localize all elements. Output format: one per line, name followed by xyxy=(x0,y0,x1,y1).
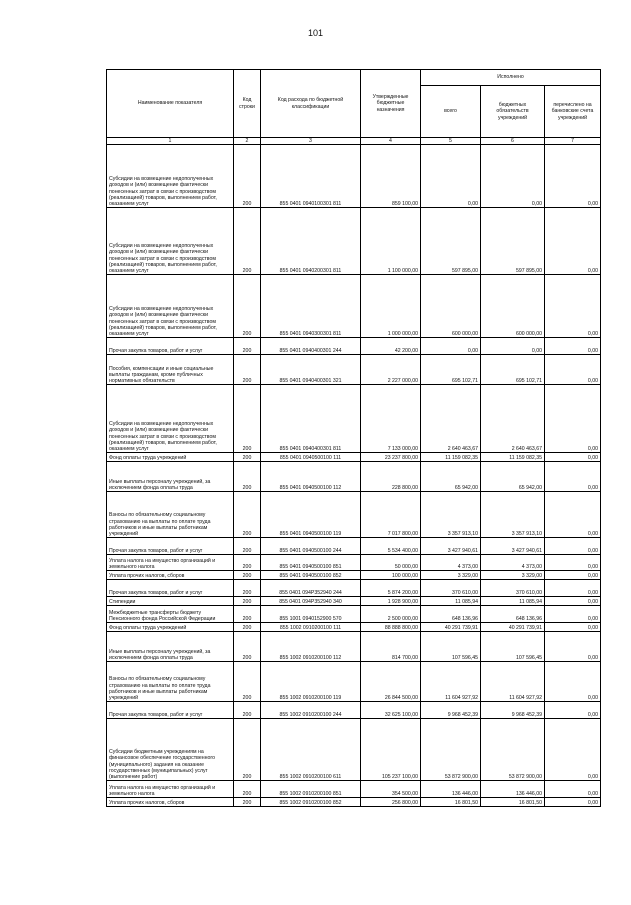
row-executed-total: 53 872 900,00 xyxy=(421,719,481,781)
row-transferred: 0,00 xyxy=(545,275,601,338)
row-executed-total: 9 968 452,39 xyxy=(421,702,481,719)
row-executed-total: 136 446,00 xyxy=(421,781,481,798)
row-executed-obligations: 65 942,00 xyxy=(481,462,545,492)
row-transferred: 0,00 xyxy=(545,702,601,719)
row-approved: 2 227 000,00 xyxy=(361,355,421,385)
row-transferred: 0,00 xyxy=(545,385,601,453)
row-expense-code: 855 1002 0910200100 112 xyxy=(261,632,361,662)
row-executed-obligations: 0,00 xyxy=(481,338,545,355)
row-approved: 23 237 800,00 xyxy=(361,453,421,462)
row-line-code: 200 xyxy=(234,798,261,807)
row-expense-code: 855 1002 0910200100 119 xyxy=(261,662,361,702)
row-line-code: 200 xyxy=(234,555,261,571)
row-executed-total: 597 895,00 xyxy=(421,208,481,275)
row-transferred: 0,00 xyxy=(545,606,601,623)
row-approved: 228 800,00 xyxy=(361,462,421,492)
row-name: Фонд оплаты труда учреждений xyxy=(107,453,234,462)
row-executed-total: 3 357 913,10 xyxy=(421,492,481,538)
page-number: 101 xyxy=(307,28,324,38)
row-transferred: 0,00 xyxy=(545,632,601,662)
table-row xyxy=(107,781,601,798)
row-transferred: 0,00 xyxy=(545,555,601,571)
row-expense-code: 855 0401 0940500100 852 xyxy=(261,571,361,580)
row-line-code: 200 xyxy=(234,538,261,555)
row-executed-total: 2 640 463,67 xyxy=(421,385,481,453)
row-line-code: 200 xyxy=(234,632,261,662)
row-executed-obligations: 11 604 927,92 xyxy=(481,662,545,702)
row-expense-code: 855 0401 0940500100 112 xyxy=(261,462,361,492)
row-transferred: 0,00 xyxy=(545,580,601,597)
row-approved: 2 500 000,00 xyxy=(361,606,421,623)
col-index: 4 xyxy=(361,138,421,145)
row-approved: 1 100 000,00 xyxy=(361,208,421,275)
row-executed-total: 695 102,71 xyxy=(421,355,481,385)
row-executed-total: 16 801,50 xyxy=(421,798,481,807)
row-executed-obligations: 597 895,00 xyxy=(481,208,545,275)
row-name: Субсидии на возмещение недополученных доходов и (или) возмещение фактически понесенных затрат в связи с производством (реализацией) товаров, выполнением работ, оказанием услуг xyxy=(107,275,234,338)
header-name: Наименование показателя xyxy=(107,70,234,138)
row-name: Иные выплаты персоналу учреждений, за исключением фонда оплаты труда xyxy=(107,462,234,492)
table-row xyxy=(107,662,601,702)
row-name: Уплата прочих налогов, сборов xyxy=(107,798,234,807)
row-transferred: 0,00 xyxy=(545,662,601,702)
row-executed-total: 600 000,00 xyxy=(421,275,481,338)
row-expense-code: 855 0401 0940500100 111 xyxy=(261,453,361,462)
row-executed-obligations: 9 968 452,39 xyxy=(481,702,545,719)
row-name: Уплата налога на имущество организаций и земельного налога xyxy=(107,555,234,571)
row-line-code: 200 xyxy=(234,208,261,275)
row-executed-obligations: 107 596,45 xyxy=(481,632,545,662)
table-row xyxy=(107,462,601,492)
row-expense-code: 855 1002 0910200100 244 xyxy=(261,702,361,719)
row-name: Межбюджетные трансферты бюджету Пенсионного фонда Российской Федерации xyxy=(107,606,234,623)
row-line-code: 200 xyxy=(234,385,261,453)
row-line-code: 200 xyxy=(234,702,261,719)
row-name: Субсидии на возмещение недополученных доходов и (или) возмещение фактически понесенных затрат в связи с производством (реализацией) товаров, выполнением работ, оказанием услуг xyxy=(107,145,234,208)
row-executed-obligations: 40 291 739,91 xyxy=(481,623,545,632)
row-executed-total: 4 373,00 xyxy=(421,555,481,571)
row-expense-code: 855 1002 0910200100 851 xyxy=(261,781,361,798)
row-expense-code: 855 1002 0910200100 111 xyxy=(261,623,361,632)
row-approved: 1 000 000,00 xyxy=(361,275,421,338)
row-name: Иные выплаты персоналу учреждений, за исключением фонда оплаты труда xyxy=(107,632,234,662)
row-transferred: 0,00 xyxy=(545,462,601,492)
row-executed-total: 3 329,00 xyxy=(421,571,481,580)
row-executed-total: 370 610,00 xyxy=(421,580,481,597)
row-transferred: 0,00 xyxy=(545,719,601,781)
row-approved: 42 200,00 xyxy=(361,338,421,355)
header-expense-code: Код расхода по бюджетной классификации xyxy=(261,70,361,138)
header-total: всего xyxy=(421,86,481,138)
row-transferred: 0,00 xyxy=(545,208,601,275)
row-line-code: 200 xyxy=(234,597,261,606)
row-name: Уплата прочих налогов, сборов xyxy=(107,571,234,580)
row-name: Взносы по обязательному социальному страхованию на выплаты по оплате труда работников и иные выплаты работникам учреждений xyxy=(107,662,234,702)
row-line-code: 200 xyxy=(234,145,261,208)
row-approved: 354 500,00 xyxy=(361,781,421,798)
row-transferred: 0,00 xyxy=(545,492,601,538)
header-row-code: Код строки xyxy=(234,70,261,138)
row-expense-code: 855 0401 094P352940 340 xyxy=(261,597,361,606)
row-expense-code: 855 0401 0940200301 811 xyxy=(261,208,361,275)
col-index: 5 xyxy=(421,138,481,145)
table-row xyxy=(107,632,601,662)
row-name: Субсидии на возмещение недополученных доходов и (или) возмещение фактически понесенных затрат в связи с производством (реализацией) товаров, выполнением работ, оказанием услуг xyxy=(107,385,234,453)
table-row xyxy=(107,798,601,807)
row-expense-code: 855 1001 0940152900 570 xyxy=(261,606,361,623)
table-row xyxy=(107,492,601,538)
col-index: 2 xyxy=(234,138,261,145)
row-expense-code: 855 0401 0940100301 811 xyxy=(261,145,361,208)
row-expense-code: 855 0401 0940400301 811 xyxy=(261,385,361,453)
table-row xyxy=(107,555,601,571)
row-line-code: 200 xyxy=(234,623,261,632)
row-approved: 50 000,00 xyxy=(361,555,421,571)
row-transferred: 0,00 xyxy=(545,338,601,355)
row-executed-obligations: 370 610,00 xyxy=(481,580,545,597)
header-executed: Исполнено xyxy=(421,70,601,86)
row-executed-obligations: 4 373,00 xyxy=(481,555,545,571)
table-row xyxy=(107,208,601,275)
table-row xyxy=(107,385,601,453)
row-line-code: 200 xyxy=(234,580,261,597)
row-transferred: 0,00 xyxy=(545,623,601,632)
row-executed-total: 0,00 xyxy=(421,145,481,208)
row-line-code: 200 xyxy=(234,781,261,798)
row-approved: 105 237 100,00 xyxy=(361,719,421,781)
row-line-code: 200 xyxy=(234,662,261,702)
col-index: 6 xyxy=(481,138,545,145)
row-approved: 88 888 800,00 xyxy=(361,623,421,632)
table-row xyxy=(107,597,601,606)
row-executed-obligations: 53 872 900,00 xyxy=(481,719,545,781)
col-index: 1 xyxy=(107,138,234,145)
row-executed-obligations: 0,00 xyxy=(481,145,545,208)
row-line-code: 200 xyxy=(234,453,261,462)
row-name: Прочая закупка товаров, работ и услуг xyxy=(107,702,234,719)
row-transferred: 0,00 xyxy=(545,798,601,807)
row-name: Субсидии бюджетным учреждениям на финансовое обеспечение государственного (муниципального) задания на оказание государственных (муниципальных) услуг (выполнение работ) xyxy=(107,719,234,781)
row-approved: 5 534 400,00 xyxy=(361,538,421,555)
row-executed-obligations: 11 159 082,35 xyxy=(481,453,545,462)
table-row xyxy=(107,719,601,781)
row-transferred: 0,00 xyxy=(545,453,601,462)
row-executed-obligations: 3 357 913,10 xyxy=(481,492,545,538)
row-expense-code: 855 1002 0910200100 611 xyxy=(261,719,361,781)
row-name: Субсидии на возмещение недополученных доходов и (или) возмещение фактически понесенных затрат в связи с производством (реализацией) товаров, выполнением работ, оказанием услуг xyxy=(107,208,234,275)
row-executed-obligations: 3 427 940,61 xyxy=(481,538,545,555)
row-expense-code: 855 0401 0940400301 244 xyxy=(261,338,361,355)
row-name: Стипендии xyxy=(107,597,234,606)
header-transferred: перечислено на банковские счета учреждений xyxy=(545,86,601,138)
header-approved: Утвержденные бюджетные назначения xyxy=(361,70,421,138)
row-transferred: 0,00 xyxy=(545,571,601,580)
row-line-code: 200 xyxy=(234,355,261,385)
row-approved: 1 928 900,00 xyxy=(361,597,421,606)
row-expense-code: 855 0401 0940500100 244 xyxy=(261,538,361,555)
row-executed-obligations: 16 801,50 xyxy=(481,798,545,807)
row-executed-obligations: 600 000,00 xyxy=(481,275,545,338)
row-line-code: 200 xyxy=(234,606,261,623)
row-expense-code: 855 0401 0940400301 321 xyxy=(261,355,361,385)
table-row xyxy=(107,355,601,385)
row-executed-obligations: 11 085,94 xyxy=(481,597,545,606)
row-expense-code: 855 0401 0940500100 119 xyxy=(261,492,361,538)
row-line-code: 200 xyxy=(234,492,261,538)
table-row xyxy=(107,606,601,623)
row-name: Прочая закупка товаров, работ и услуг xyxy=(107,338,234,355)
row-approved: 5 874 200,00 xyxy=(361,580,421,597)
budget-execution-table xyxy=(106,69,601,807)
table-row xyxy=(107,623,601,632)
row-approved: 859 100,00 xyxy=(361,145,421,208)
row-transferred: 0,00 xyxy=(545,781,601,798)
row-line-code: 200 xyxy=(234,275,261,338)
row-line-code: 200 xyxy=(234,462,261,492)
row-executed-total: 11 159 082,35 xyxy=(421,453,481,462)
row-approved: 100 000,00 xyxy=(361,571,421,580)
row-transferred: 0,00 xyxy=(545,538,601,555)
row-executed-total: 107 596,45 xyxy=(421,632,481,662)
row-approved: 7 017 800,00 xyxy=(361,492,421,538)
row-transferred: 0,00 xyxy=(545,145,601,208)
table-row xyxy=(107,580,601,597)
row-executed-obligations: 648 136,96 xyxy=(481,606,545,623)
row-name: Взносы по обязательному социальному страхованию на выплаты по оплате труда работников и иные выплаты работникам учреждений xyxy=(107,492,234,538)
row-line-code: 200 xyxy=(234,571,261,580)
table-row xyxy=(107,338,601,355)
row-approved: 26 844 500,00 xyxy=(361,662,421,702)
row-approved: 814 700,00 xyxy=(361,632,421,662)
row-expense-code: 855 0401 094P352940 244 xyxy=(261,580,361,597)
row-executed-total: 65 942,00 xyxy=(421,462,481,492)
row-executed-total: 3 427 940,61 xyxy=(421,538,481,555)
row-name: Прочая закупка товаров, работ и услуг xyxy=(107,538,234,555)
table-row xyxy=(107,702,601,719)
table-row xyxy=(107,571,601,580)
row-expense-code: 855 0401 0940500100 851 xyxy=(261,555,361,571)
row-executed-total: 11 604 927,92 xyxy=(421,662,481,702)
row-executed-obligations: 136 446,00 xyxy=(481,781,545,798)
row-name: Пособия, компенсации и иные социальные выплаты гражданам, кроме публичных нормативных обязательств xyxy=(107,355,234,385)
row-approved: 32 625 100,00 xyxy=(361,702,421,719)
row-expense-code: 855 1002 0910200100 852 xyxy=(261,798,361,807)
row-executed-total: 648 136,96 xyxy=(421,606,481,623)
table-row xyxy=(107,145,601,208)
row-approved: 256 800,00 xyxy=(361,798,421,807)
row-name: Уплата налога на имущество организаций и земельного налога xyxy=(107,781,234,798)
table-row xyxy=(107,453,601,462)
row-executed-obligations: 2 640 463,67 xyxy=(481,385,545,453)
row-name: Фонд оплаты труда учреждений xyxy=(107,623,234,632)
row-line-code: 200 xyxy=(234,719,261,781)
col-index: 7 xyxy=(545,138,601,145)
row-expense-code: 855 0401 0940300301 811 xyxy=(261,275,361,338)
col-index: 3 xyxy=(261,138,361,145)
header-obligations: бюджетных обязательств учреждений xyxy=(481,86,545,138)
row-approved: 7 133 000,00 xyxy=(361,385,421,453)
row-executed-obligations: 3 329,00 xyxy=(481,571,545,580)
table-row xyxy=(107,538,601,555)
row-executed-obligations: 695 102,71 xyxy=(481,355,545,385)
row-transferred: 0,00 xyxy=(545,597,601,606)
row-name: Прочая закупка товаров, работ и услуг xyxy=(107,580,234,597)
row-executed-total: 40 291 739,91 xyxy=(421,623,481,632)
row-transferred: 0,00 xyxy=(545,355,601,385)
row-executed-total: 0,00 xyxy=(421,338,481,355)
row-executed-total: 11 085,94 xyxy=(421,597,481,606)
row-line-code: 200 xyxy=(234,338,261,355)
table-row xyxy=(107,275,601,338)
